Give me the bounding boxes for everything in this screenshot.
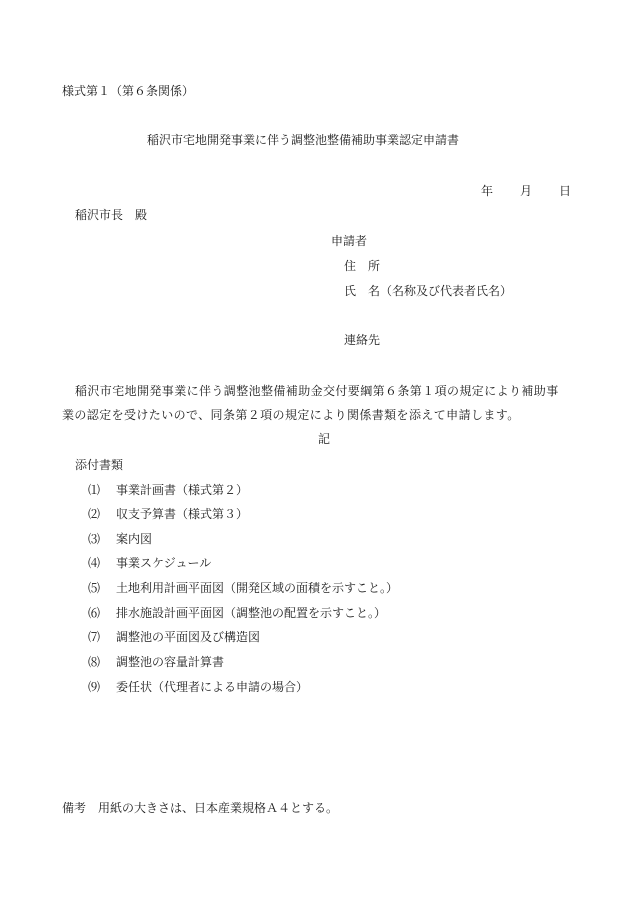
contact-label: 連絡先 xyxy=(344,333,381,347)
date-month: 月 xyxy=(520,184,533,198)
item-text: 収支予算書（様式第３） xyxy=(116,507,249,521)
addressee: 稲沢市長 殿 xyxy=(75,208,148,222)
body-line-2: 業の認定を受けたいので、同条第２項の規定により関係書類を添えて申請します。 xyxy=(62,408,520,422)
attachments-heading: 添付書類 xyxy=(75,458,124,472)
item-number: ⑼ xyxy=(88,680,101,694)
item-text: 事業計画書（様式第２） xyxy=(116,483,249,497)
item-number: ⑹ xyxy=(88,606,101,620)
list-item xyxy=(88,481,248,498)
item-text: 排水施設計画平面図（調整池の配置を示すこと。） xyxy=(116,606,387,620)
item-number: ⑶ xyxy=(88,532,101,546)
item-text: 案内図 xyxy=(116,532,153,546)
list-item xyxy=(88,653,224,670)
list-item xyxy=(88,604,386,621)
ki-marker: 記 xyxy=(318,432,331,446)
list-item xyxy=(88,579,398,596)
item-text: 委任状（代理者による申請の場合） xyxy=(116,680,309,694)
item-number: ⑻ xyxy=(88,655,101,669)
date-day: 日 xyxy=(559,184,572,198)
form-number: 様式第１（第６条関係） xyxy=(62,84,195,98)
item-number: ⑷ xyxy=(88,556,101,570)
list-item xyxy=(88,505,248,522)
item-text: 調整池の容量計算書 xyxy=(116,655,225,669)
list-item xyxy=(88,678,308,695)
list-item xyxy=(88,554,211,571)
item-text: 事業スケジュール xyxy=(116,556,212,570)
date-year: 年 xyxy=(481,184,494,198)
document-title: 稲沢市宅地開発事業に伴う調整池整備補助事業認定申請書 xyxy=(147,133,460,147)
address-label: 住 所 xyxy=(344,259,381,273)
list-item xyxy=(88,530,152,547)
item-number: ⑸ xyxy=(88,581,101,595)
item-number: ⑵ xyxy=(88,507,101,521)
name-label: 氏 名（名称及び代表者氏名） xyxy=(344,284,513,298)
applicant-label: 申請者 xyxy=(331,234,368,248)
list-item xyxy=(88,628,260,645)
body-line-1: 稲沢市宅地開発事業に伴う調整池整備補助金交付要綱第６条第１項の規定により補助事 xyxy=(75,384,559,398)
item-text: 調整池の平面図及び構造図 xyxy=(116,630,261,644)
item-number: ⑴ xyxy=(88,483,101,497)
footnote: 備考 用紙の大きさは、日本産業規格Ａ４とする。 xyxy=(62,801,339,815)
item-number: ⑺ xyxy=(88,630,101,644)
item-text: 土地利用計画平面図（開発区域の面積を示すこと。） xyxy=(116,581,399,595)
